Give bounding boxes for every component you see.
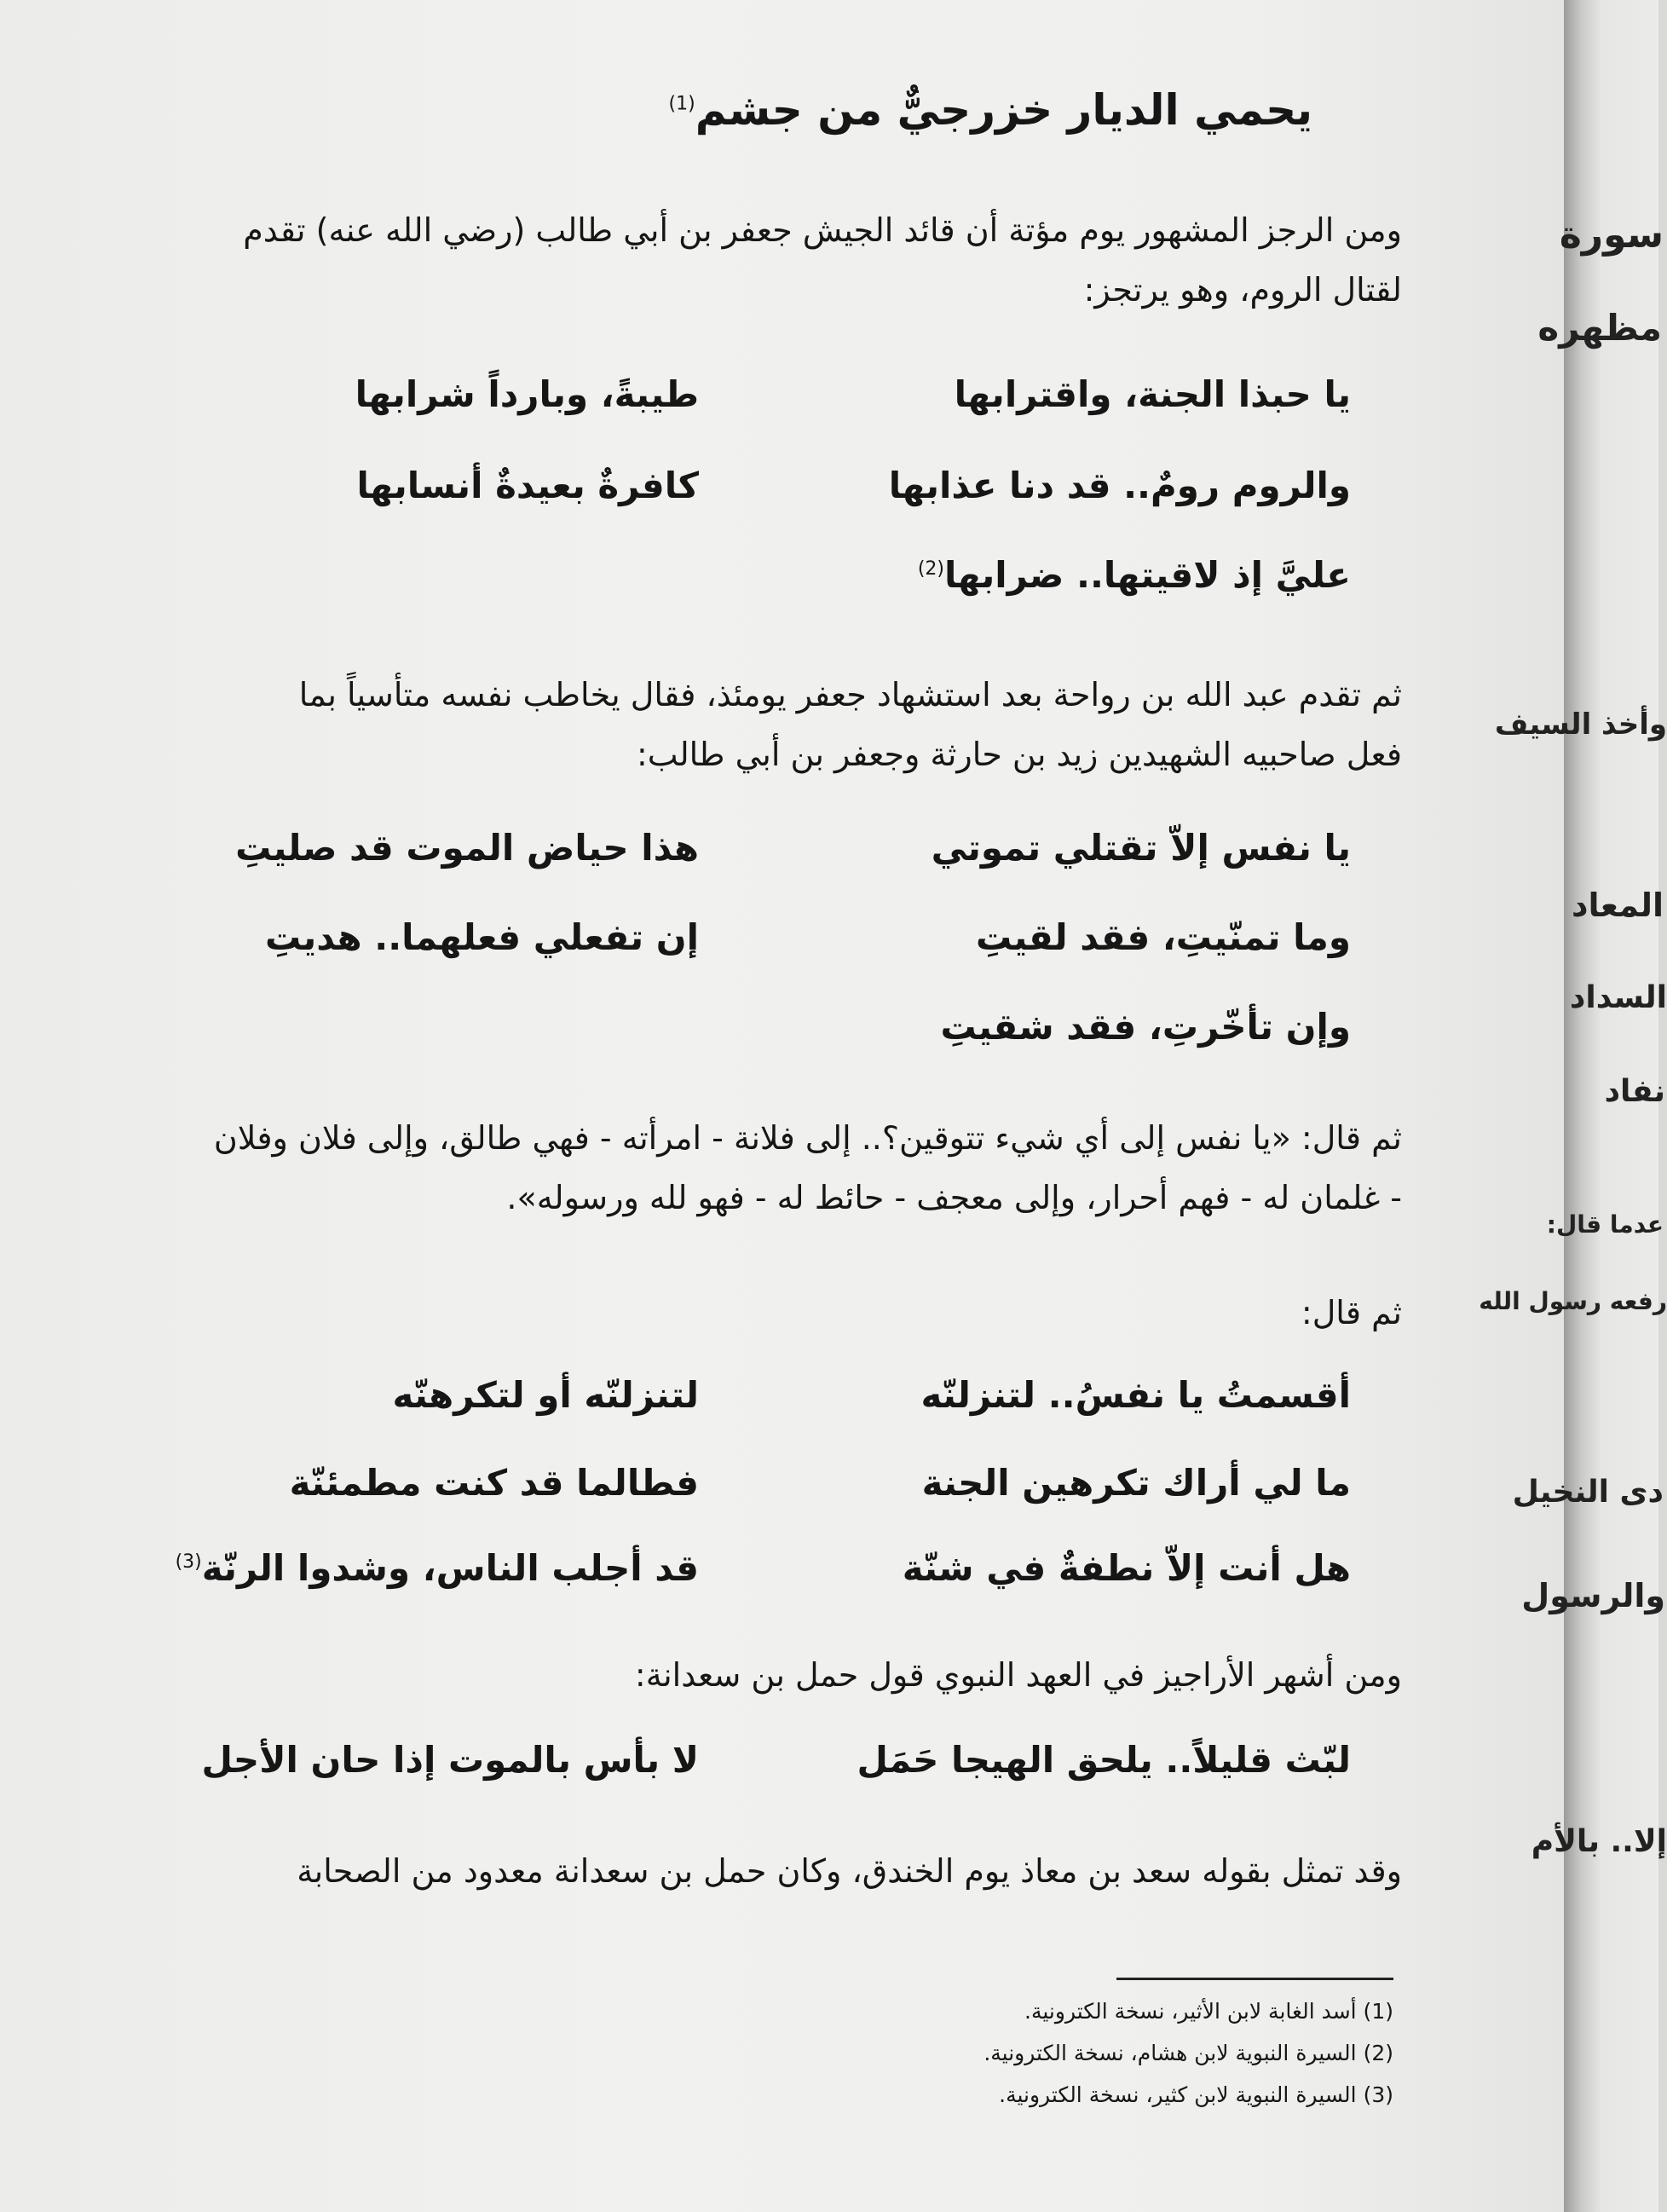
footnote-1: (1) أسد الغابة لابن الأثير، نسخة الكترونية. (1024, 1999, 1393, 2024)
verse-second-hemistich: فطالما قد كنت مطمئنّة (289, 1462, 699, 1504)
paragraph-line: - غلمان له - فهم أحرار، وإلى معجف - حائط له - فهو لله ورسوله». (506, 1179, 1402, 1216)
footnote-3: (3) السيرة النبوية لابن كثير، نسخة الكترونية. (999, 2082, 1393, 2107)
footnotes (983, 1990, 1393, 2116)
footnote-ref-1: (1) (668, 93, 695, 115)
verse-second-hemistich: طيبةً، وبارداً شرابها (355, 373, 699, 415)
footnote-separator (1116, 1978, 1393, 1980)
fragment: دى النخيل (1512, 1475, 1664, 1510)
adjacent-page-text (1479, 0, 1667, 2212)
paragraph-quote (214, 1108, 1402, 1227)
verse-first-hemistich: يا نفس إلاّ تقتلي تموتي (931, 827, 1351, 869)
fragment: نفاد (1604, 1074, 1665, 1109)
fragment: مظهره (1537, 307, 1662, 349)
verse-second-hemistich: لا بأس بالموت إذا حان الأجل (201, 1739, 699, 1781)
verse-second-hemistich: كافرةٌ بعيدةٌ أنسابها (356, 465, 699, 506)
verse-first-hemistich: أقسمتُ يا نفسُ.. لتنزلنّه (920, 1374, 1351, 1416)
footnote-ref-2: (2) (917, 558, 944, 580)
verse-second-hemistich: هذا حياض الموت قد صليتِ (235, 827, 699, 869)
paragraph-ibn-rawaha (299, 665, 1402, 784)
verse-first-hemistich: هل أنت إلاّ نطفةٌ في شنّة (902, 1547, 1351, 1589)
verse-second-hemistich: لتنزلنّه أو لتكرهنّه (392, 1374, 699, 1416)
verse-text: قد أجلب الناس، وشدوا الرنّة (201, 1547, 699, 1589)
footnote-ref-3: (3) (175, 1551, 202, 1573)
paragraph-line: ثم قال: (1301, 1294, 1402, 1331)
fragment: رفعه رسول الله (1479, 1287, 1667, 1315)
verse-first-hemistich: وما تمنّيتِ، فقد لقيتِ (976, 916, 1351, 958)
poem-heading (669, 85, 1312, 135)
verse-first-hemistich: والروم رومٌ.. قد دنا عذابها (888, 465, 1351, 506)
fragment: وأخذ السيف (1494, 707, 1667, 742)
fragment: المعاد (1572, 887, 1664, 924)
paragraph-line: وقد تمثل بقوله سعد بن معاذ يوم الخندق، وكان حمل بن سعدانة معدود من الصحابة (297, 1852, 1402, 1890)
fragment: السداد (1569, 980, 1667, 1015)
paragraph-line: ثم قال: «يا نفس إلى أي شيء تتوقين؟.. إلى فلانة - امرأته - فهي طالق، وإلى فلان وفلان (213, 1119, 1402, 1157)
paragraph-line: ومن الرجز المشهور يوم مؤتة أن قائد الجيش جعفر بن أبي طالب (رضي الله عنه) تقدم (243, 211, 1402, 249)
verse-second-hemistich (176, 1547, 699, 1589)
paragraph-intro (243, 200, 1402, 320)
verse-first-hemistich: ما لي أراك تكرهين الجنة (921, 1462, 1351, 1504)
paragraph-line: ومن أشهر الأراجيز في العهد النبوي قول حمل بن سعدانة: (634, 1656, 1402, 1694)
paragraph-line: لقتال الروم، وهو يرتجز: (1083, 271, 1402, 309)
verse-first-hemistich: يا حبذا الجنة، واقترابها (954, 373, 1351, 415)
fragment: عدما قال: (1546, 1210, 1664, 1239)
fragment: سورة (1559, 213, 1664, 257)
footnote-2: (2) السيرة النبوية لابن هشام، نسخة الكترونية. (983, 2041, 1393, 2065)
paragraph-line: فعل صاحبيه الشهيدين زيد بن حارثة وجعفر بن أبي طالب: (636, 736, 1402, 773)
heading-text: يحمي الديار خزرجيٌّ من جشم (695, 85, 1312, 135)
paragraph-saad (297, 1841, 1402, 1901)
verse-first-hemistich: لبّث قليلاً.. يلحق الهيجا حَمَل (857, 1739, 1351, 1781)
adjacent-page-edge (1479, 0, 1667, 2212)
verse-second-hemistich: إن تفعلي فعلهما.. هديتِ (265, 916, 699, 958)
paragraph-then-said (1301, 1283, 1402, 1343)
paragraph-famous-rajaz (635, 1645, 1402, 1705)
verse-first-hemistich: وإن تأخّرتِ، فقد شقيتِ (940, 1006, 1351, 1048)
fragment: إلا.. بالأم (1531, 1824, 1667, 1859)
verse-first-hemistich (918, 554, 1351, 596)
paragraph-line: ثم تقدم عبد الله بن رواحة بعد استشهاد جعفر يومئذ، فقال يخاطب نفسه متأسياً بما (298, 676, 1402, 713)
verse-text: عليَّ إذ لاقيتها.. ضرابها (944, 554, 1351, 596)
fragment: والرسول (1521, 1577, 1665, 1614)
